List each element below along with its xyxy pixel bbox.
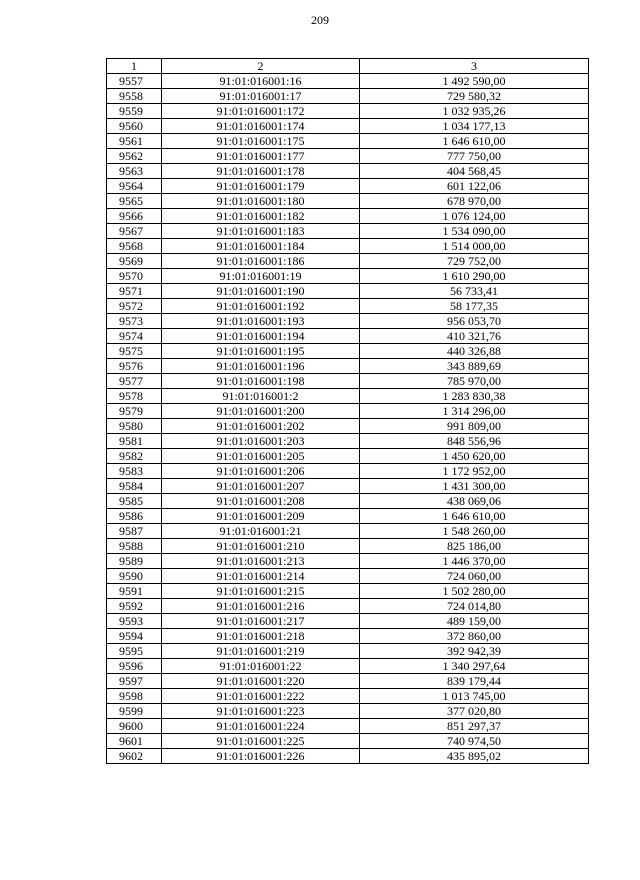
table-row bbox=[107, 644, 589, 659]
row-number-cell: 9579 bbox=[107, 404, 162, 419]
cadastral-number-cell: 91:01:016001:192 bbox=[162, 299, 360, 314]
cadastral-number-cell: 91:01:016001:19 bbox=[162, 269, 360, 284]
table-row bbox=[107, 299, 589, 314]
cadastral-value-cell: 1 450 620,00 bbox=[360, 449, 589, 464]
cadastral-number-cell: 91:01:016001:17 bbox=[162, 89, 360, 104]
cadastral-value-cell: 438 069,06 bbox=[360, 494, 589, 509]
cadastral-value-cell: 1 034 177,13 bbox=[360, 119, 589, 134]
cadastral-number-cell: 91:01:016001:215 bbox=[162, 584, 360, 599]
row-number-cell: 9591 bbox=[107, 584, 162, 599]
column-header-number: 1 bbox=[107, 59, 162, 74]
table-row bbox=[107, 164, 589, 179]
cadastral-number-cell: 91:01:016001:224 bbox=[162, 719, 360, 734]
table-row bbox=[107, 284, 589, 299]
table-row bbox=[107, 224, 589, 239]
cadastral-number-cell: 91:01:016001:172 bbox=[162, 104, 360, 119]
cadastral-value-cell: 372 860,00 bbox=[360, 629, 589, 644]
table-row bbox=[107, 344, 589, 359]
cadastral-number-cell: 91:01:016001:225 bbox=[162, 734, 360, 749]
row-number-cell: 9589 bbox=[107, 554, 162, 569]
cadastral-value-cell: 343 889,69 bbox=[360, 359, 589, 374]
cadastral-value-cell: 56 733,41 bbox=[360, 284, 589, 299]
cadastral-number-cell: 91:01:016001:177 bbox=[162, 149, 360, 164]
row-number-cell: 9566 bbox=[107, 209, 162, 224]
table-row bbox=[107, 209, 589, 224]
column-header-cadastral-value: 3 bbox=[360, 59, 589, 74]
row-number-cell: 9602 bbox=[107, 749, 162, 764]
cadastral-number-cell: 91:01:016001:218 bbox=[162, 629, 360, 644]
cadastral-value-cell: 851 297,37 bbox=[360, 719, 589, 734]
row-number-cell: 9573 bbox=[107, 314, 162, 329]
cadastral-value-cell: 1 431 300,00 bbox=[360, 479, 589, 494]
cadastral-value-cell: 839 179,44 bbox=[360, 674, 589, 689]
cadastral-number-cell: 91:01:016001:208 bbox=[162, 494, 360, 509]
table-row bbox=[107, 74, 589, 89]
cadastral-value-cell: 1 013 745,00 bbox=[360, 689, 589, 704]
row-number-cell: 9597 bbox=[107, 674, 162, 689]
cadastral-number-cell: 91:01:016001:178 bbox=[162, 164, 360, 179]
row-number-cell: 9572 bbox=[107, 299, 162, 314]
cadastral-value-cell: 1 534 090,00 bbox=[360, 224, 589, 239]
row-number-cell: 9571 bbox=[107, 284, 162, 299]
row-number-cell: 9578 bbox=[107, 389, 162, 404]
table-row bbox=[107, 524, 589, 539]
table-row bbox=[107, 254, 589, 269]
row-number-cell: 9594 bbox=[107, 629, 162, 644]
table-row bbox=[107, 569, 589, 584]
row-number-cell: 9569 bbox=[107, 254, 162, 269]
cadastral-value-cell: 1 502 280,00 bbox=[360, 584, 589, 599]
row-number-cell: 9565 bbox=[107, 194, 162, 209]
cadastral-value-cell: 1 646 610,00 bbox=[360, 509, 589, 524]
cadastral-value-cell: 440 326,88 bbox=[360, 344, 589, 359]
cadastral-value-cell: 1 032 935,26 bbox=[360, 104, 589, 119]
cadastral-number-cell: 91:01:016001:223 bbox=[162, 704, 360, 719]
cadastral-number-cell: 91:01:016001:209 bbox=[162, 509, 360, 524]
table-row bbox=[107, 359, 589, 374]
table-header-row bbox=[107, 59, 589, 74]
cadastral-value-table bbox=[106, 58, 589, 764]
table-row bbox=[107, 179, 589, 194]
cadastral-value-cell: 1 548 260,00 bbox=[360, 524, 589, 539]
table-row bbox=[107, 194, 589, 209]
row-number-cell: 9567 bbox=[107, 224, 162, 239]
table-row bbox=[107, 119, 589, 134]
table-row bbox=[107, 89, 589, 104]
cadastral-number-cell: 91:01:016001:194 bbox=[162, 329, 360, 344]
cadastral-value-cell: 404 568,45 bbox=[360, 164, 589, 179]
row-number-cell: 9583 bbox=[107, 464, 162, 479]
cadastral-value-cell: 435 895,02 bbox=[360, 749, 589, 764]
cadastral-value-cell: 724 060,00 bbox=[360, 569, 589, 584]
cadastral-value-cell: 729 580,32 bbox=[360, 89, 589, 104]
cadastral-number-cell: 91:01:016001:216 bbox=[162, 599, 360, 614]
cadastral-value-cell: 1 283 830,38 bbox=[360, 389, 589, 404]
row-number-cell: 9581 bbox=[107, 434, 162, 449]
row-number-cell: 9563 bbox=[107, 164, 162, 179]
row-number-cell: 9561 bbox=[107, 134, 162, 149]
column-header-cadastral-number: 2 bbox=[162, 59, 360, 74]
row-number-cell: 9564 bbox=[107, 179, 162, 194]
table-row bbox=[107, 749, 589, 764]
cadastral-value-cell: 678 970,00 bbox=[360, 194, 589, 209]
cadastral-value-cell: 489 159,00 bbox=[360, 614, 589, 629]
cadastral-value-cell: 1 492 590,00 bbox=[360, 74, 589, 89]
cadastral-value-cell: 848 556,96 bbox=[360, 434, 589, 449]
row-number-cell: 9586 bbox=[107, 509, 162, 524]
cadastral-number-cell: 91:01:016001:22 bbox=[162, 659, 360, 674]
cadastral-number-cell: 91:01:016001:213 bbox=[162, 554, 360, 569]
row-number-cell: 9592 bbox=[107, 599, 162, 614]
table-row bbox=[107, 329, 589, 344]
row-number-cell: 9577 bbox=[107, 374, 162, 389]
cadastral-value-cell: 1 646 610,00 bbox=[360, 134, 589, 149]
row-number-cell: 9557 bbox=[107, 74, 162, 89]
table-row bbox=[107, 674, 589, 689]
table-row bbox=[107, 629, 589, 644]
cadastral-number-cell: 91:01:016001:207 bbox=[162, 479, 360, 494]
row-number-cell: 9568 bbox=[107, 239, 162, 254]
cadastral-value-cell: 1 172 952,00 bbox=[360, 464, 589, 479]
cadastral-number-cell: 91:01:016001:2 bbox=[162, 389, 360, 404]
table-row bbox=[107, 449, 589, 464]
table-row bbox=[107, 419, 589, 434]
cadastral-number-cell: 91:01:016001:184 bbox=[162, 239, 360, 254]
cadastral-number-cell: 91:01:016001:21 bbox=[162, 524, 360, 539]
table-row bbox=[107, 374, 589, 389]
cadastral-value-cell: 991 809,00 bbox=[360, 419, 589, 434]
table-row bbox=[107, 599, 589, 614]
row-number-cell: 9575 bbox=[107, 344, 162, 359]
cadastral-number-cell: 91:01:016001:200 bbox=[162, 404, 360, 419]
cadastral-value-cell: 1 610 290,00 bbox=[360, 269, 589, 284]
cadastral-number-cell: 91:01:016001:203 bbox=[162, 434, 360, 449]
cadastral-number-cell: 91:01:016001:214 bbox=[162, 569, 360, 584]
cadastral-value-cell: 825 186,00 bbox=[360, 539, 589, 554]
row-number-cell: 9588 bbox=[107, 539, 162, 554]
row-number-cell: 9558 bbox=[107, 89, 162, 104]
cadastral-value-cell: 729 752,00 bbox=[360, 254, 589, 269]
cadastral-number-cell: 91:01:016001:193 bbox=[162, 314, 360, 329]
table-row bbox=[107, 479, 589, 494]
table-row bbox=[107, 269, 589, 284]
table-row bbox=[107, 584, 589, 599]
page-number: 209 bbox=[311, 13, 329, 27]
table-row bbox=[107, 719, 589, 734]
cadastral-number-cell: 91:01:016001:186 bbox=[162, 254, 360, 269]
cadastral-value-cell: 724 014,80 bbox=[360, 599, 589, 614]
table-row bbox=[107, 149, 589, 164]
row-number-cell: 9574 bbox=[107, 329, 162, 344]
cadastral-number-cell: 91:01:016001:16 bbox=[162, 74, 360, 89]
cadastral-value-cell: 58 177,35 bbox=[360, 299, 589, 314]
row-number-cell: 9576 bbox=[107, 359, 162, 374]
cadastral-number-cell: 91:01:016001:219 bbox=[162, 644, 360, 659]
cadastral-value-cell: 956 053,70 bbox=[360, 314, 589, 329]
table-row bbox=[107, 314, 589, 329]
cadastral-number-cell: 91:01:016001:179 bbox=[162, 179, 360, 194]
cadastral-value-cell: 740 974,50 bbox=[360, 734, 589, 749]
cadastral-number-cell: 91:01:016001:174 bbox=[162, 119, 360, 134]
cadastral-value-cell: 1 446 370,00 bbox=[360, 554, 589, 569]
row-number-cell: 9585 bbox=[107, 494, 162, 509]
table-row bbox=[107, 434, 589, 449]
row-number-cell: 9593 bbox=[107, 614, 162, 629]
table-row bbox=[107, 734, 589, 749]
row-number-cell: 9599 bbox=[107, 704, 162, 719]
row-number-cell: 9559 bbox=[107, 104, 162, 119]
cadastral-value-cell: 377 020,80 bbox=[360, 704, 589, 719]
table-row bbox=[107, 239, 589, 254]
cadastral-number-cell: 91:01:016001:220 bbox=[162, 674, 360, 689]
row-number-cell: 9590 bbox=[107, 569, 162, 584]
cadastral-value-cell: 777 750,00 bbox=[360, 149, 589, 164]
cadastral-number-cell: 91:01:016001:222 bbox=[162, 689, 360, 704]
row-number-cell: 9562 bbox=[107, 149, 162, 164]
cadastral-number-cell: 91:01:016001:182 bbox=[162, 209, 360, 224]
row-number-cell: 9587 bbox=[107, 524, 162, 539]
table-row bbox=[107, 689, 589, 704]
table-row bbox=[107, 464, 589, 479]
cadastral-number-cell: 91:01:016001:226 bbox=[162, 749, 360, 764]
table-row bbox=[107, 704, 589, 719]
cadastral-value-cell: 601 122,06 bbox=[360, 179, 589, 194]
row-number-cell: 9598 bbox=[107, 689, 162, 704]
cadastral-number-cell: 91:01:016001:198 bbox=[162, 374, 360, 389]
cadastral-number-cell: 91:01:016001:196 bbox=[162, 359, 360, 374]
cadastral-number-cell: 91:01:016001:205 bbox=[162, 449, 360, 464]
row-number-cell: 9600 bbox=[107, 719, 162, 734]
table-row bbox=[107, 104, 589, 119]
row-number-cell: 9570 bbox=[107, 269, 162, 284]
table-row bbox=[107, 539, 589, 554]
cadastral-number-cell: 91:01:016001:217 bbox=[162, 614, 360, 629]
cadastral-number-cell: 91:01:016001:202 bbox=[162, 419, 360, 434]
cadastral-number-cell: 91:01:016001:210 bbox=[162, 539, 360, 554]
row-number-cell: 9595 bbox=[107, 644, 162, 659]
table-row bbox=[107, 659, 589, 674]
cadastral-value-cell: 1 514 000,00 bbox=[360, 239, 589, 254]
cadastral-value-cell: 392 942,39 bbox=[360, 644, 589, 659]
table-body bbox=[107, 74, 589, 764]
row-number-cell: 9560 bbox=[107, 119, 162, 134]
row-number-cell: 9580 bbox=[107, 419, 162, 434]
row-number-cell: 9582 bbox=[107, 449, 162, 464]
row-number-cell: 9601 bbox=[107, 734, 162, 749]
cadastral-number-cell: 91:01:016001:175 bbox=[162, 134, 360, 149]
cadastral-number-cell: 91:01:016001:195 bbox=[162, 344, 360, 359]
table-row bbox=[107, 509, 589, 524]
cadastral-number-cell: 91:01:016001:190 bbox=[162, 284, 360, 299]
table-row bbox=[107, 614, 589, 629]
table-row bbox=[107, 389, 589, 404]
cadastral-value-cell: 410 321,76 bbox=[360, 329, 589, 344]
cadastral-number-cell: 91:01:016001:180 bbox=[162, 194, 360, 209]
table-row bbox=[107, 494, 589, 509]
table-row bbox=[107, 554, 589, 569]
cadastral-value-cell: 1 314 296,00 bbox=[360, 404, 589, 419]
row-number-cell: 9584 bbox=[107, 479, 162, 494]
row-number-cell: 9596 bbox=[107, 659, 162, 674]
cadastral-value-cell: 785 970,00 bbox=[360, 374, 589, 389]
cadastral-number-cell: 91:01:016001:206 bbox=[162, 464, 360, 479]
cadastral-number-cell: 91:01:016001:183 bbox=[162, 224, 360, 239]
cadastral-value-cell: 1 340 297,64 bbox=[360, 659, 589, 674]
cadastral-value-cell: 1 076 124,00 bbox=[360, 209, 589, 224]
table-row bbox=[107, 134, 589, 149]
table-row bbox=[107, 404, 589, 419]
